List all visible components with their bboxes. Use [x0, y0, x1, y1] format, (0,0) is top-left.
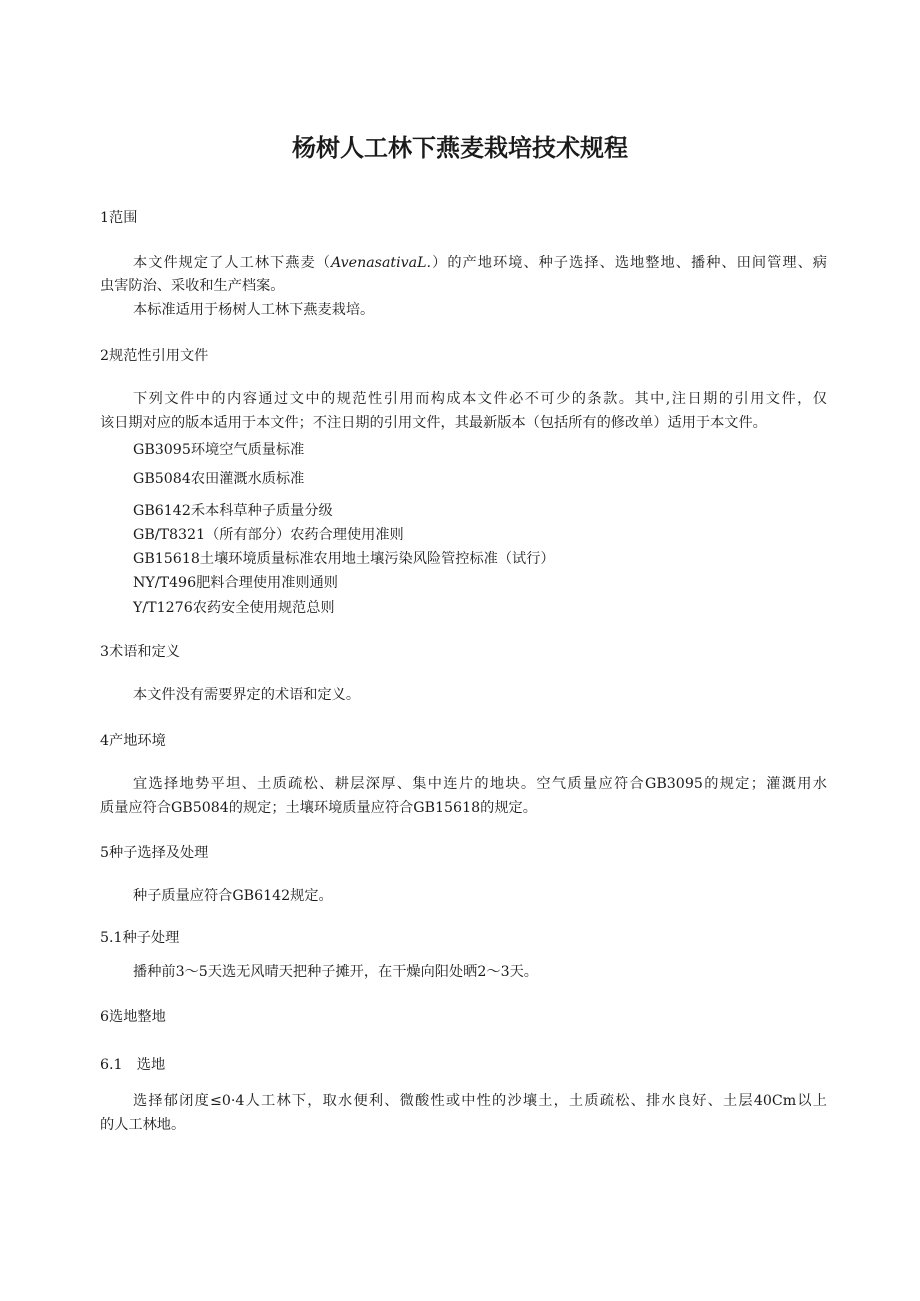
section-6-1-paragraph-line-2: 的人工林地。	[100, 1117, 186, 1133]
section-3-paragraph: 本文件没有需要界定的术语和定义。	[133, 687, 361, 703]
section-2-heading: 2规范性引用文件	[100, 348, 209, 364]
reference-item: GB3095环境空气质量标准	[133, 442, 305, 458]
section-6-1-heading: 6.1 选地	[100, 1057, 166, 1073]
section-1-paragraph-2: 本标准适用于杨树人工林下燕麦栽培。	[133, 302, 375, 318]
reference-item: Y/T1276农药安全使用规范总则	[133, 600, 335, 616]
section-4-heading: 4产地环境	[100, 733, 166, 749]
section-4-paragraph-line-2: 质量应符合GB5084的规定；土壤环境质量应符合GB15618的规定。	[100, 800, 537, 816]
latin-name: AvenasativaL.	[330, 255, 432, 271]
reference-item: GB5084农田灌溉水质标准	[133, 471, 305, 487]
section-1-paragraph-1-line-2: 虫害防治、采收和生产档案。	[100, 278, 285, 294]
text-span: 本文件规定了人工林下燕麦（	[133, 255, 331, 271]
section-5-heading: 5种子选择及处理	[100, 845, 209, 861]
section-1-paragraph-1-line-1	[133, 253, 827, 273]
reference-item: GB6142禾本科草种子质量分级	[133, 503, 333, 519]
reference-item: NY/T496肥料合理使用准则通则	[133, 575, 338, 591]
section-2-paragraph-line-2: 该日期对应的版本适用于本文件；不注日期的引用文件，其最新版本（包括所有的修改单）适用于本文件。	[100, 415, 767, 431]
reference-item: GB/T8321（所有部分）农药合理使用准则	[133, 527, 404, 543]
section-6-1-paragraph-line-1: 选择郁闭度≤0·4人工林下，取水便利、微酸性或中性的沙壤土，土质疏松、排水良好、土层40Cm以上	[133, 1093, 827, 1109]
text-span: ）的产地环境、种子选择、选地整地、播种、田间管理、病	[431, 255, 827, 271]
section-6-heading: 6选地整地	[100, 1009, 166, 1025]
section-5-1-paragraph: 播种前3～5天选无风晴天把种子摊开，在干燥向阳处晒2～3天。	[133, 964, 538, 980]
section-2-paragraph-line-1: 下列文件中的内容通过文中的规范性引用而构成本文件必不可少的条款。其中,注日期的引用文件，仅	[133, 391, 827, 407]
section-3-heading: 3术语和定义	[100, 644, 180, 660]
section-4-paragraph-line-1: 宜选择地势平坦、土质疏松、耕层深厚、集中连片的地块。空气质量应符合GB3095的规定；灌溉用水	[133, 776, 827, 792]
section-5-paragraph: 种子质量应符合GB6142规定。	[133, 888, 333, 904]
reference-item: GB15618土壤环境质量标准农用地土壤污染风险管控标准（试行）	[133, 551, 555, 567]
section-1-heading: 1范围	[100, 210, 138, 226]
document-title: 杨树人工林下燕麦栽培技术规程	[292, 134, 628, 162]
section-5-1-heading: 5.1种子处理	[100, 930, 180, 946]
